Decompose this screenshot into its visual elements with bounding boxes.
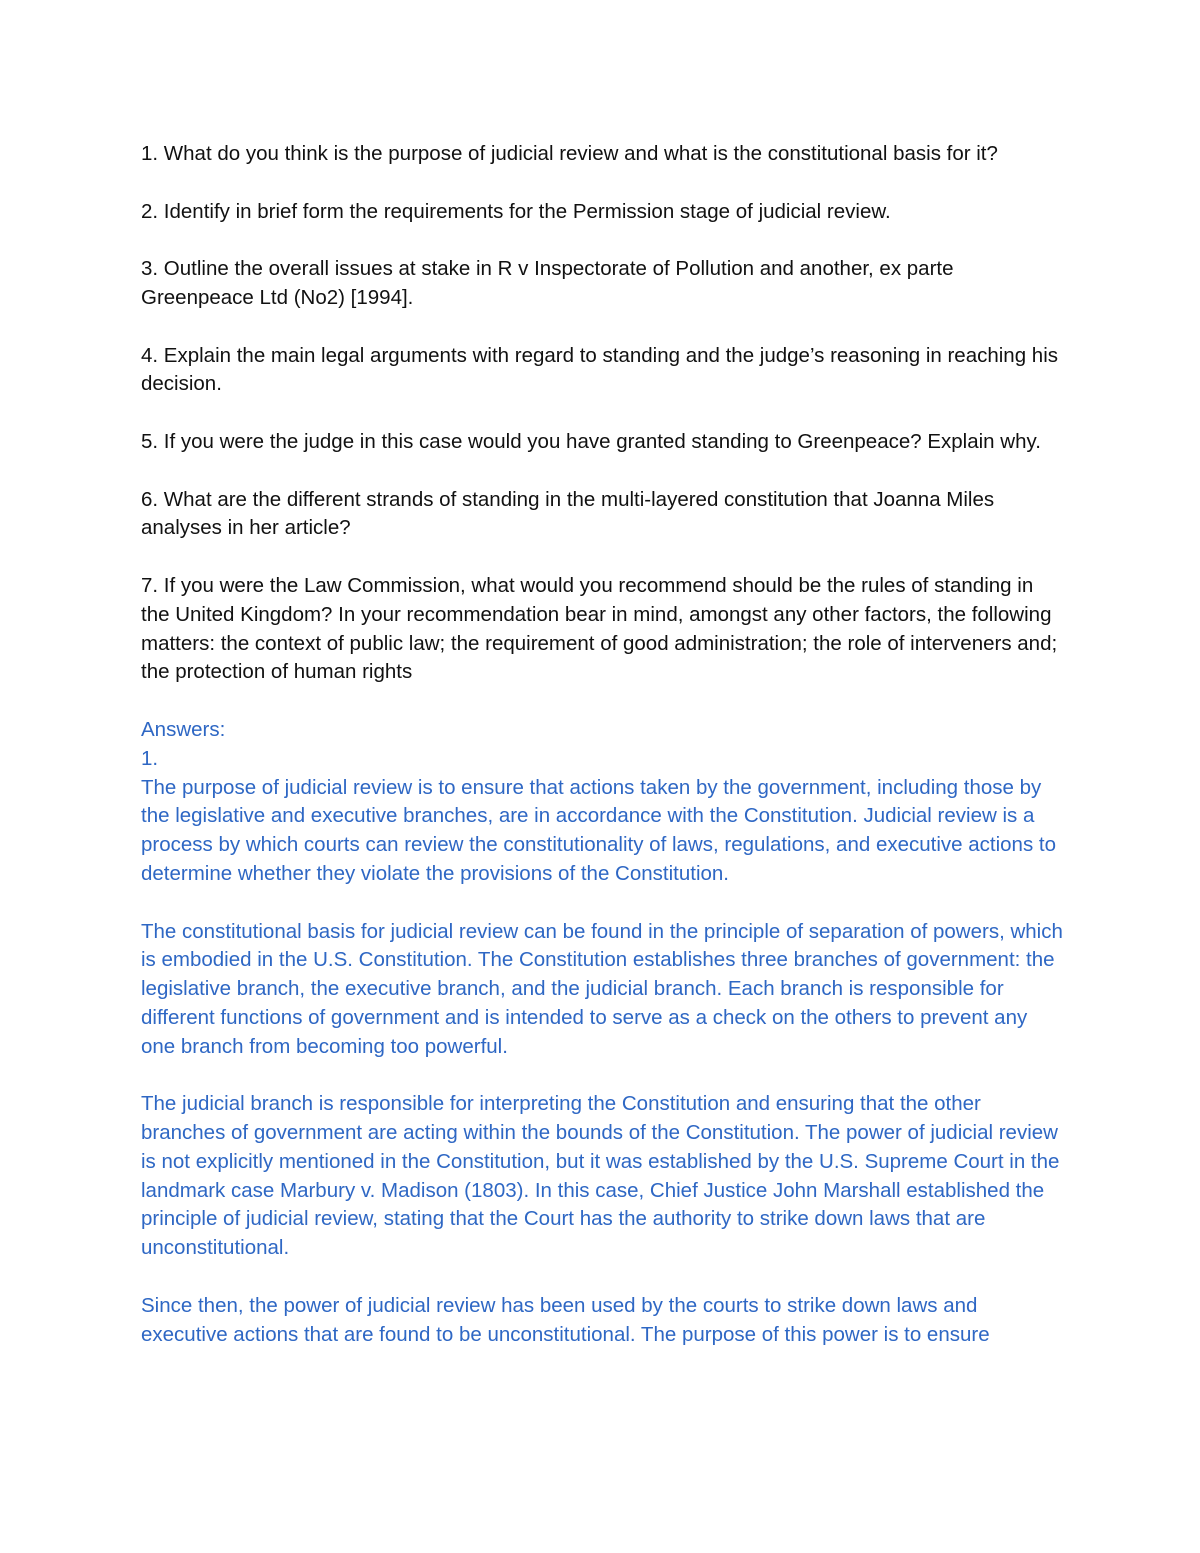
question-4: 4. Explain the main legal arguments with regard to standing and the judge’s reasoning in reaching his decision.: [141, 343, 1059, 396]
question-6: 6. What are the different strands of standing in the multi-layered constitution that Joanna Miles analyses in her article?: [141, 487, 995, 540]
answer-paragraph-3: The judicial branch is responsible for interpreting the Constitution and ensuring that the other branches of government are acting within the bounds of the Constitution. The power of judicial review is not explicitly mentioned in the Constitution, but it was established by the U.S. Supreme Court in the landmark case Marbury v. Madison (1803). In this case, Chief Justice John Marshall established the principle of judicial review, stating that the Court has the authority to strike down laws that are unconstitutional.: [141, 1092, 1060, 1260]
answer-paragraph-2: The constitutional basis for judicial review can be found in the principle of separation of powers, which is embodied in the U.S. Constitution. The Constitution establishes three branches of government: the legislative branch, the executive branch, and the judicial branch. Each branch is responsible for different functions of government and is intended to serve as a check on the others to prevent any one branch from becoming too powerful.: [141, 919, 1063, 1058]
question-7: 7. If you were the Law Commission, what would you recommend should be the rules of standing in the United Kingdom? In your recommendation bear in mind, amongst any other factors, the following matters: the context of public law; the requirement of good administration; the role of interveners and; the protection of human rights: [141, 573, 1058, 684]
question-2: 2. Identify in brief form the requirements for the Permission stage of judicial review.: [141, 199, 891, 223]
answer-paragraph-1: The purpose of judicial review is to ensure that actions taken by the government, including those by the legislative and executive branches, are in accordance with the Constitution. Judicial review is a process by which courts can review the constitutionality of laws, regulations, and executive actions to determine whether they violate the provisions of the Constitution.: [141, 775, 1056, 885]
question-1: 1. What do you think is the purpose of judicial review and what is the constitutional basis for it?: [141, 142, 998, 165]
question-5: 5. If you were the judge in this case would you have granted standing to Greenpeace? Explain why.: [141, 429, 1041, 453]
answer-number: 1.: [141, 746, 159, 770]
question-3: 3. Outline the overall issues at stake in R v Inspectorate of Pollution and another, ex parte Greenpeace Ltd (No2) [1994].: [141, 257, 954, 309]
answers-section: [141, 716, 1066, 1350]
document-content: [141, 140, 1066, 1378]
answers-heading: Answers:: [141, 717, 226, 741]
answer-paragraph-4: Since then, the power of judicial review has been used by the courts to strike down laws and executive actions that are found to be unconstitutional. The purpose of this power is to ensure: [141, 1293, 990, 1346]
